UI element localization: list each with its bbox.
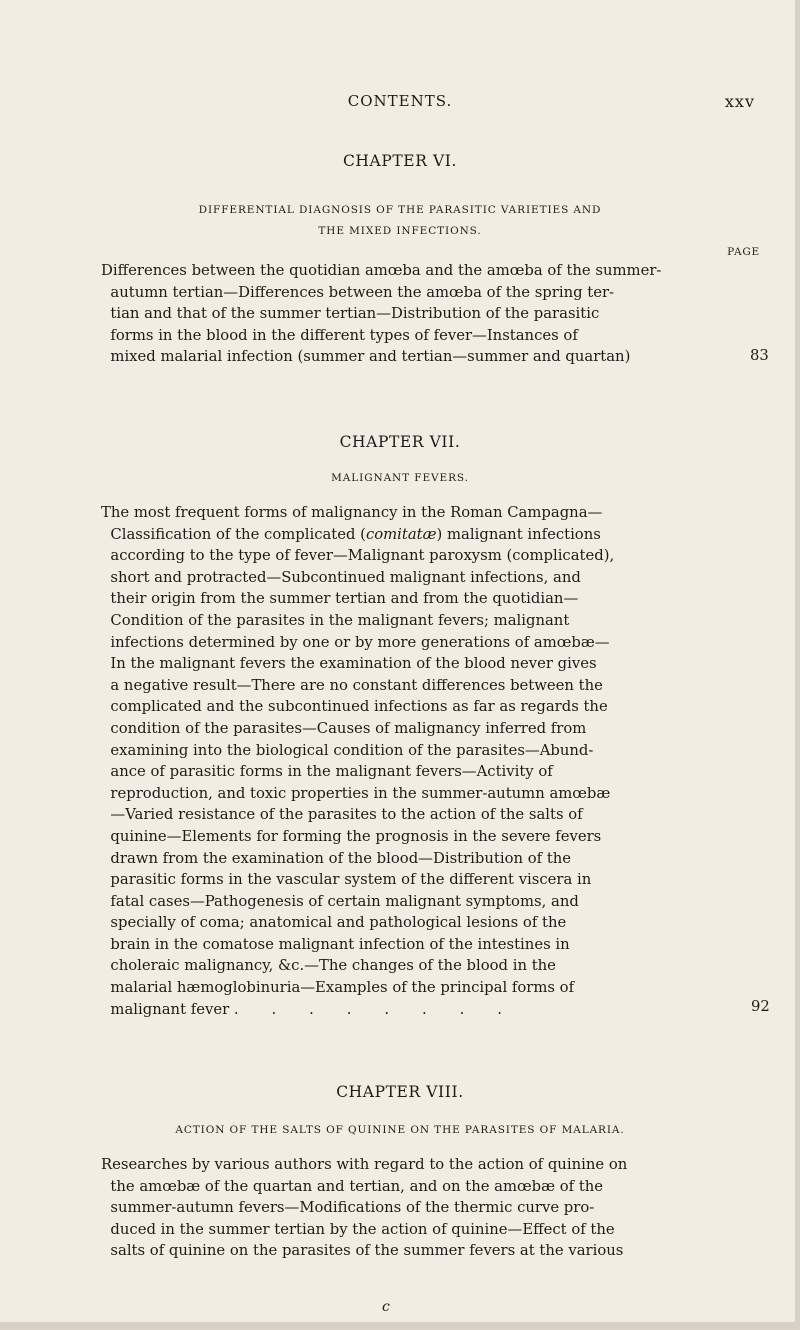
contents-line: malignant fever . . . . . . . . xyxy=(101,1000,502,1018)
contents-line: ance of parasitic forms in the malignant fevers—Activity of xyxy=(101,763,553,781)
chapter-vii-subtitle: MALIGNANT FEVERS. xyxy=(331,472,469,484)
contents-line: the amœbæ of the quartan and tertian, and on the amœbæ of the xyxy=(101,1177,604,1195)
contents-line: parasitic forms in the vascular system of the different viscera in xyxy=(101,871,592,889)
contents-line: tian and that of the summer tertian—Distribution of the parasitic xyxy=(101,305,600,323)
contents-line: Researches by various authors with regard to the action of quinine on xyxy=(101,1156,628,1173)
contents-line: —Varied resistance of the parasites to the action of the salts of xyxy=(101,806,583,824)
contents-line: fatal cases—Pathogenesis of certain malignant symptoms, and xyxy=(101,892,579,910)
page-bottom-edge xyxy=(0,1322,800,1330)
contents-line: condition of the parasites—Causes of malignancy inferred from xyxy=(101,719,587,737)
contents-line: examining into the biological condition of the parasites—Abund- xyxy=(101,741,594,759)
contents-line: according to the type of fever—Malignant paroxysm (complicated), xyxy=(101,547,615,565)
running-head-page-number: xxv xyxy=(724,92,755,111)
contents-line: complicated and the subcontinued infections as far as regards the xyxy=(101,698,608,716)
running-head xyxy=(0,92,800,116)
contents-line: mixed malarial infection (summer and tertian—summer and quartan) xyxy=(101,348,631,366)
chapter-vi-subtitle-line-2: THE MIXED INFECTIONS. xyxy=(318,225,482,237)
contents-line: autumn tertian—Differences between the amœba of the spring ter- xyxy=(101,283,615,301)
chapter-vi-subtitle-line-1: DIFFERENTIAL DIAGNOSIS OF THE PARASITIC VARIETIES AND xyxy=(198,204,602,216)
contents-line: a negative result—There are no constant differences between the xyxy=(101,676,603,694)
contents-line: Classification of the complicated (comitatæ) malignant infections xyxy=(101,525,601,543)
contents-line: short and protracted—Subcontinued malignant infections, and xyxy=(101,568,581,586)
chapter-vii-title: CHAPTER VII. xyxy=(339,433,461,451)
chapter-vi-page-number: 83 xyxy=(750,347,769,364)
contents-line: their origin from the summer tertian and from the quotidian— xyxy=(101,590,579,608)
contents-line: malarial hæmoglobinuria—Examples of the principal forms of xyxy=(101,979,575,997)
contents-line: summer-autumn fevers—Modifications of the thermic curve pro- xyxy=(101,1199,595,1217)
contents-line: drawn from the examination of the blood—Distribution of the xyxy=(101,849,572,867)
page-column-label: PAGE xyxy=(727,246,760,258)
contents-line: The most frequent forms of malignancy in the Roman Campagna— xyxy=(101,504,603,521)
contents-line: infections determined by one or by more generations of amœbæ— xyxy=(101,633,610,651)
contents-line: brain in the comatose malignant infection of the intestines in xyxy=(101,935,570,953)
contents-line: salts of quinine on the parasites of the summer fevers at the various xyxy=(101,1242,624,1260)
chapter-vii-page-number: 92 xyxy=(751,998,770,1015)
contents-line: specially of coma; anatomical and pathological lesions of the xyxy=(101,914,567,932)
chapter-vi-contents xyxy=(101,260,701,368)
signature-mark: c xyxy=(382,1299,390,1315)
contents-line: Condition of the parasites in the malignant fevers; malignant xyxy=(101,611,570,629)
contents-line: forms in the blood in the different types of fever—Instances of xyxy=(101,326,578,344)
contents-line: choleraic malignancy, &c.—The changes of the blood in the xyxy=(101,957,556,975)
page-right-edge xyxy=(795,0,800,1330)
contents-line: duced in the summer tertian by the action of quinine—Effect of the xyxy=(101,1220,615,1238)
chapter-vii-contents xyxy=(101,502,701,1020)
contents-line: Differences between the quotidian amœba and the amœba of the summer- xyxy=(101,262,662,279)
chapter-viii-title: CHAPTER VIII. xyxy=(336,1083,464,1101)
contents-line: quinine—Elements for forming the prognosis in the severe fevers xyxy=(101,827,602,845)
chapter-viii-contents xyxy=(101,1154,701,1262)
chapter-viii-subtitle: ACTION OF THE SALTS OF QUININE ON THE PARASITES OF MALARIA. xyxy=(175,1124,625,1136)
contents-line: In the malignant fevers the examination of the blood never gives xyxy=(101,655,597,673)
chapter-vi-title: CHAPTER VI. xyxy=(342,152,458,170)
running-head-title: CONTENTS. xyxy=(347,92,453,110)
contents-line: reproduction, and toxic properties in the summer-autumn amœbæ xyxy=(101,784,611,802)
